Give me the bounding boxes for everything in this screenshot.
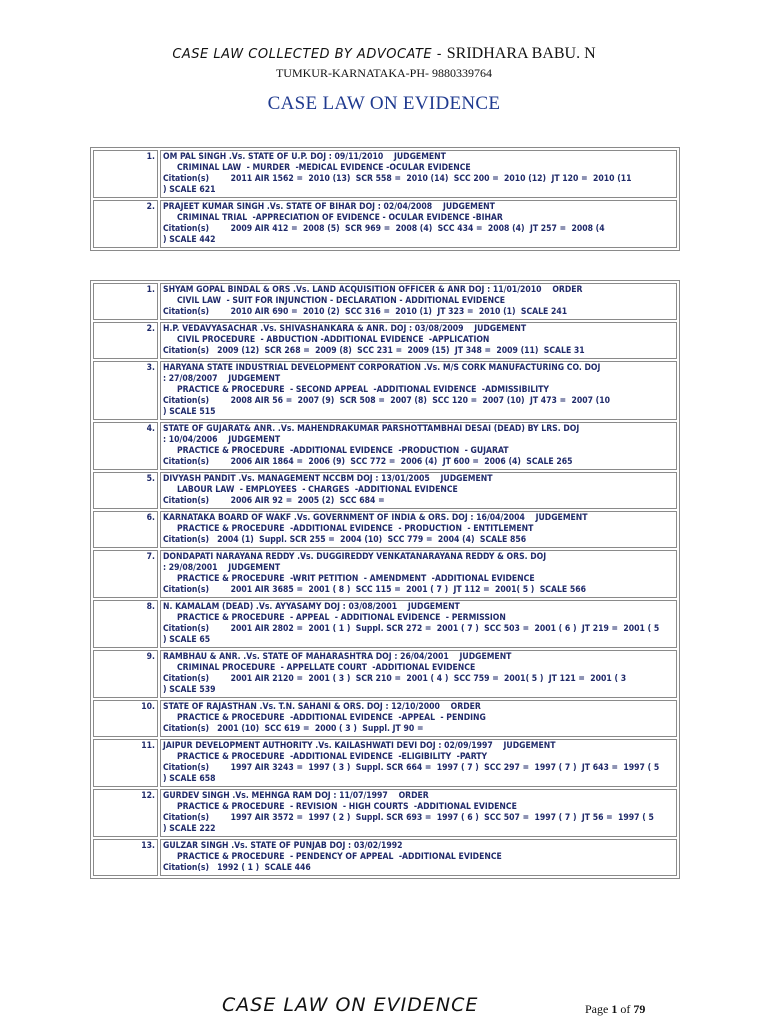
case-subject: CRIMINAL PROCEDURE - APPELLATE COURT -ADDITIONAL EVIDENCE xyxy=(177,663,476,673)
case-citation: Citation(s) 2001 AIR 3685 = 2001 ( 8 ) SCC 115 = 2001 ( 7 ) JT 112 = 2001( 5 ) SCALE 566 xyxy=(163,585,586,595)
case-details xyxy=(160,839,677,876)
case-citation-continued: ) SCALE 442 xyxy=(163,235,216,245)
case-row xyxy=(93,739,677,787)
header-contact: TUMKUR-KARNATAKA-PH- 9880339764 xyxy=(275,66,493,80)
case-number: 3. xyxy=(93,361,158,420)
case-row xyxy=(93,200,677,248)
case-details xyxy=(160,600,677,648)
case-details xyxy=(160,361,677,420)
case-citation: Citation(s) 1997 AIR 3572 = 1997 ( 2 ) Suppl. SCR 693 = 1997 ( 6 ) SCC 507 = 1997 ( 7 ) JT 56 = 1997 ( 5 xyxy=(163,813,654,823)
case-details xyxy=(160,789,677,837)
case-title: JAIPUR DEVELOPMENT AUTHORITY .Vs. KAILASHWATI DEVI DOJ : 02/09/1997 JUDGEMENT xyxy=(163,741,556,751)
case-citation: Citation(s) 1997 AIR 3243 = 1997 ( 3 ) Suppl. SCR 664 = 1997 ( 7 ) SCC 297 = 1997 ( 7 ) JT 643 = 1997 ( 5 xyxy=(163,763,660,773)
page-number xyxy=(585,1002,645,1017)
case-row xyxy=(93,839,677,876)
case-number: 1. xyxy=(93,283,158,320)
case-number: 12. xyxy=(93,789,158,837)
case-row xyxy=(93,150,677,198)
case-row xyxy=(93,600,677,648)
case-number: 2. xyxy=(93,322,158,359)
case-table-2 xyxy=(90,280,680,879)
case-citation: Citation(s) 1992 ( 1 ) SCALE 446 xyxy=(163,863,311,873)
case-subject: CRIMINAL TRIAL -APPRECIATION OF EVIDENCE - OCULAR EVIDENCE -BIHAR xyxy=(177,213,503,223)
case-details xyxy=(160,283,677,320)
case-subject: PRACTICE & PROCEDURE -ADDITIONAL EVIDENCE -ELIGIBILITY -PARTY xyxy=(177,752,488,762)
case-row xyxy=(93,700,677,737)
case-subject: PRACTICE & PROCEDURE -ADDITIONAL EVIDENCE - PRODUCTION - ENTITLEMENT xyxy=(177,524,534,534)
case-subject: LABOUR LAW - EMPLOYEES - CHARGES -ADDITIONAL EVIDENCE xyxy=(177,485,458,495)
case-number: 2. xyxy=(93,200,158,248)
case-details xyxy=(160,550,677,598)
case-title: KARNATAKA BOARD OF WAKF .Vs. GOVERNMENT OF INDIA & ORS. DOJ : 16/04/2004 JUDGEMENT xyxy=(163,513,588,523)
case-number: 7. xyxy=(93,550,158,598)
case-citation: Citation(s) 2011 AIR 1562 = 2010 (13) SCR 558 = 2010 (14) SCC 200 = 2010 (12) JT 120 = 2010 (11 xyxy=(163,174,632,184)
case-title-continued: : 27/08/2007 JUDGEMENT xyxy=(163,374,281,384)
case-subject: CRIMINAL LAW - MURDER -MEDICAL EVIDENCE -OCULAR EVIDENCE xyxy=(177,163,471,173)
page-total: 79 xyxy=(633,1002,646,1016)
case-title: HARYANA STATE INDUSTRIAL DEVELOPMENT CORPORATION .Vs. M/S CORK MANUFACTURING CO. DOJ xyxy=(163,363,601,373)
case-number: 10. xyxy=(93,700,158,737)
page-title: CASE LAW ON EVIDENCE xyxy=(267,93,501,114)
case-row xyxy=(93,361,677,420)
case-details xyxy=(160,322,677,359)
case-citation: Citation(s) 2008 AIR 56 = 2007 (9) SCR 508 = 2007 (8) SCC 120 = 2007 (10) JT 473 = 2007 (10 xyxy=(163,396,610,406)
case-details xyxy=(160,739,677,787)
case-citation-continued: ) SCALE 515 xyxy=(163,407,216,417)
case-number: 4. xyxy=(93,422,158,470)
case-details xyxy=(160,200,677,248)
case-number: 1. xyxy=(93,150,158,198)
header-line-1 xyxy=(0,44,768,64)
case-details xyxy=(160,700,677,737)
case-subject: PRACTICE & PROCEDURE - APPEAL - ADDITIONAL EVIDENCE - PERMISSION xyxy=(177,613,506,623)
case-row xyxy=(93,422,677,470)
case-citation: Citation(s) 2001 (10) SCC 619 = 2000 ( 3 ) Suppl. JT 90 = xyxy=(163,724,424,734)
case-title-continued: : 10/04/2006 JUDGEMENT xyxy=(163,435,281,445)
footer-title: CASE LAW ON EVIDENCE xyxy=(222,994,479,1016)
case-title: SHYAM GOPAL BINDAL & ORS .Vs. LAND ACQUISITION OFFICER & ANR DOJ : 11/01/2010 ORDER xyxy=(163,285,583,295)
page-label: Page xyxy=(585,1002,609,1016)
case-subject: PRACTICE & PROCEDURE - REVISION - HIGH COURTS -ADDITIONAL EVIDENCE xyxy=(177,802,517,812)
case-subject: PRACTICE & PROCEDURE -ADDITIONAL EVIDENCE -APPEAL - PENDING xyxy=(177,713,486,723)
case-row xyxy=(93,511,677,548)
case-details xyxy=(160,650,677,698)
case-citation: Citation(s) 2006 AIR 92 = 2005 (2) SCC 684 = xyxy=(163,496,385,506)
case-subject: PRACTICE & PROCEDURE -ADDITIONAL EVIDENCE -PRODUCTION - GUJARAT xyxy=(177,446,509,456)
case-number: 5. xyxy=(93,472,158,509)
case-citation-continued: ) SCALE 658 xyxy=(163,774,216,784)
case-citation: Citation(s) 2009 (12) SCR 268 = 2009 (8) SCC 231 = 2009 (15) JT 348 = 2009 (11) SCALE 31 xyxy=(163,346,585,356)
page-current: 1 xyxy=(611,1002,618,1016)
case-citation: Citation(s) 2009 AIR 412 = 2008 (5) SCR 969 = 2008 (4) SCC 434 = 2008 (4) JT 257 = 2008 (4 xyxy=(163,224,605,234)
case-title: OM PAL SINGH .Vs. STATE OF U.P. DOJ : 09/11/2010 JUDGEMENT xyxy=(163,152,446,162)
case-title: N. KAMALAM (DEAD) .Vs. AYYASAMY DOJ : 03/08/2001 JUDGEMENT xyxy=(163,602,460,612)
case-number: 9. xyxy=(93,650,158,698)
case-citation-continued: ) SCALE 65 xyxy=(163,635,211,645)
case-row xyxy=(93,650,677,698)
case-row xyxy=(93,789,677,837)
case-row xyxy=(93,283,677,320)
case-subject: PRACTICE & PROCEDURE - PENDENCY OF APPEAL -ADDITIONAL EVIDENCE xyxy=(177,852,502,862)
case-title-continued: : 29/08/2001 JUDGEMENT xyxy=(163,563,281,573)
case-number: 6. xyxy=(93,511,158,548)
case-title: RAMBHAU & ANR. .Vs. STATE OF MAHARASHTRA DOJ : 26/04/2001 JUDGEMENT xyxy=(163,652,512,662)
case-details xyxy=(160,422,677,470)
case-details xyxy=(160,150,677,198)
case-row xyxy=(93,472,677,509)
case-citation-continued: ) SCALE 621 xyxy=(163,185,216,195)
header-advocate-name: SRIDHARA BABU. N xyxy=(446,45,596,62)
header-collector: CASE LAW COLLECTED BY ADVOCATE - xyxy=(172,47,442,62)
case-number: 11. xyxy=(93,739,158,787)
case-title: PRAJEET KUMAR SINGH .Vs. STATE OF BIHAR DOJ : 02/04/2008 JUDGEMENT xyxy=(163,202,495,212)
case-title: DONDAPATI NARAYANA REDDY .Vs. DUGGIREDDY VENKATANARAYANA REDDY & ORS. DOJ xyxy=(163,552,547,562)
case-row xyxy=(93,322,677,359)
case-citation: Citation(s) 2004 (1) Suppl. SCR 255 = 2004 (10) SCC 779 = 2004 (4) SCALE 856 xyxy=(163,535,527,545)
case-subject: CIVIL LAW - SUIT FOR INJUNCTION - DECLARATION - ADDITIONAL EVIDENCE xyxy=(177,296,506,306)
case-citation: Citation(s) 2006 AIR 1864 = 2006 (9) SCC 772 = 2006 (4) JT 600 = 2006 (4) SCALE 265 xyxy=(163,457,573,467)
case-table-1 xyxy=(90,147,680,251)
case-row xyxy=(93,550,677,598)
case-details xyxy=(160,511,677,548)
case-citation: Citation(s) 2001 AIR 2120 = 2001 ( 3 ) SCR 210 = 2001 ( 4 ) SCC 759 = 2001( 5 ) JT 121 = 2001 ( 3 xyxy=(163,674,627,684)
case-subject: CIVIL PROCEDURE - ABDUCTION -ADDITIONAL EVIDENCE -APPLICATION xyxy=(177,335,490,345)
case-title: H.P. VEDAVYASACHAR .Vs. SHIVASHANKARA & ANR. DOJ : 03/08/2009 JUDGEMENT xyxy=(163,324,527,334)
case-subject: PRACTICE & PROCEDURE -WRIT PETITION - AMENDMENT -ADDITIONAL EVIDENCE xyxy=(177,574,535,584)
case-citation: Citation(s) 2010 AIR 690 = 2010 (2) SCC 316 = 2010 (1) JT 323 = 2010 (1) SCALE 241 xyxy=(163,307,568,317)
case-citation: Citation(s) 2001 AIR 2802 = 2001 ( 1 ) Suppl. SCR 272 = 2001 ( 7 ) SCC 503 = 2001 ( 6 ) JT 219 = 2001 ( 5 xyxy=(163,624,660,634)
case-details xyxy=(160,472,677,509)
case-number: 13. xyxy=(93,839,158,876)
case-title: GULZAR SINGH .Vs. STATE OF PUNJAB DOJ : 03/02/1992 xyxy=(163,841,403,851)
case-citation-continued: ) SCALE 222 xyxy=(163,824,216,834)
case-title: STATE OF GUJARAT& ANR. .Vs. MAHENDRAKUMAR PARSHOTTAMBHAI DESAI (DEAD) BY LRS. DOJ xyxy=(163,424,580,434)
case-title: GURDEV SINGH .Vs. MEHNGA RAM DOJ : 11/07/1997 ORDER xyxy=(163,791,429,801)
case-subject: PRACTICE & PROCEDURE - SECOND APPEAL -ADDITIONAL EVIDENCE -ADMISSIBILITY xyxy=(177,385,550,395)
case-title: STATE OF RAJASTHAN .Vs. T.N. SAHANI & ORS. DOJ : 12/10/2000 ORDER xyxy=(163,702,481,712)
case-number: 8. xyxy=(93,600,158,648)
case-title: DIVYASH PANDIT .Vs. MANAGEMENT NCCBM DOJ : 13/01/2005 JUDGEMENT xyxy=(163,474,493,484)
page-of-label: of xyxy=(620,1002,631,1016)
case-citation-continued: ) SCALE 539 xyxy=(163,685,216,695)
